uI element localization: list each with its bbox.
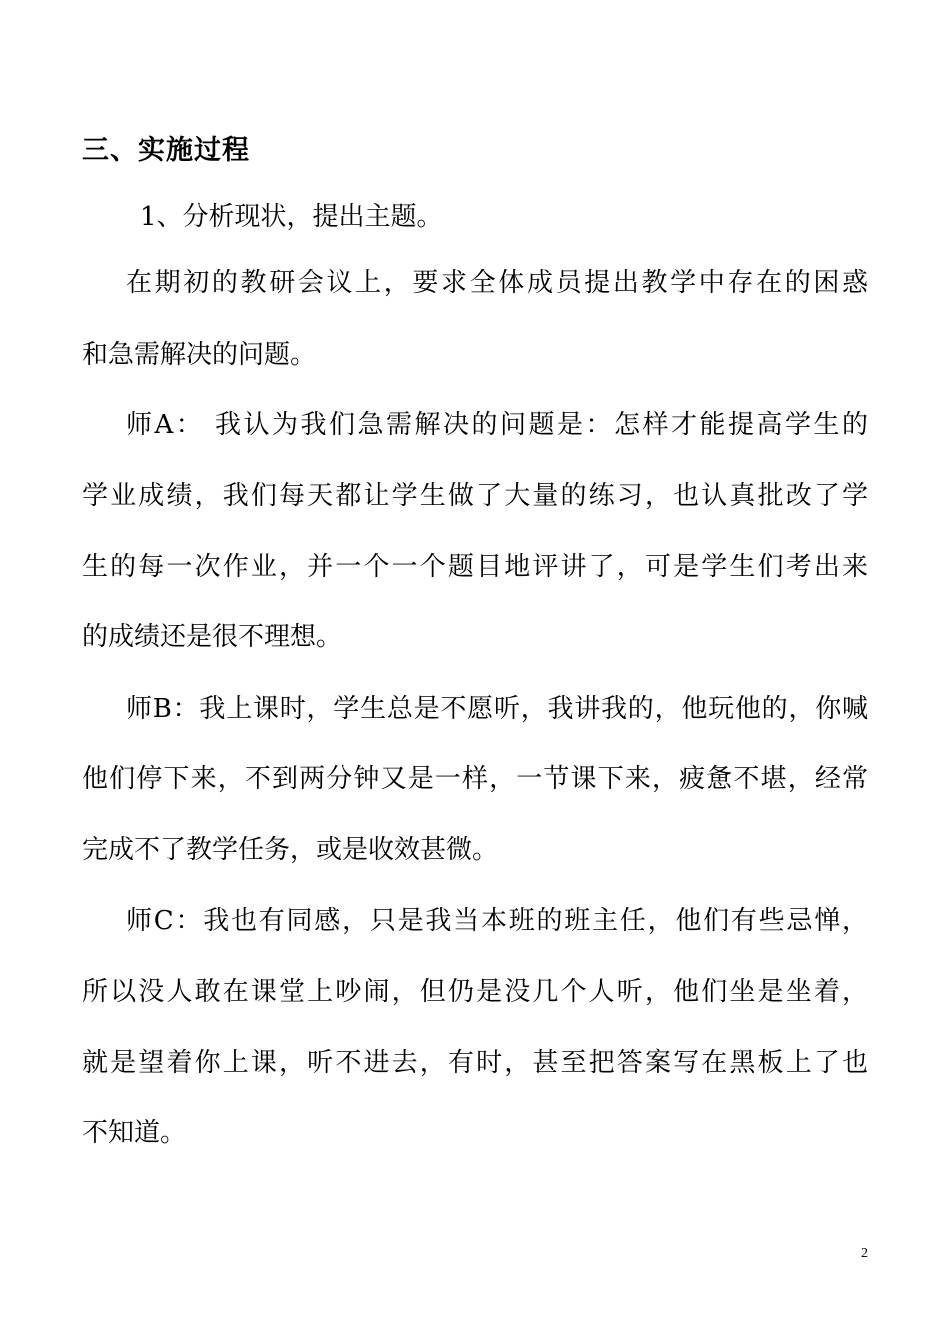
paragraph-1-line-2: 和急需解决的问题。 (82, 340, 317, 370)
paragraph-4-line-1: 师C：我也有同感，只是我当本班的班主任，他们有些忌惮， (126, 906, 868, 936)
paragraph-2-line-2: 学业成绩，我们每天都让学生做了大量的练习，也认真批改了学 (82, 481, 868, 511)
paragraph-4-line-2: 所以没人敢在课堂上吵闹，但仍是没几个人听，他们坐是坐着， (82, 977, 868, 1007)
paragraph-2-line-4: 的成绩还是很不理想。 (82, 622, 343, 652)
page-number: 2 (861, 1246, 868, 1261)
paragraph-3-line-3: 完成不了教学任务，或是收效甚微。 (82, 835, 499, 865)
subheading: 1、分析现状，提出主题。 (140, 202, 443, 232)
paragraph-2-line-1: 师A： 我认为我们急需解决的问题是：怎样才能提高学生的 (126, 410, 868, 440)
paragraph-3-line-2: 他们停下来，不到两分钟又是一样，一节课下来，疲惫不堪，经常 (82, 764, 868, 794)
paragraph-1-line-1: 在期初的教研会议上，要求全体成员提出教学中存在的困惑 (126, 268, 868, 298)
paragraph-4-line-4: 不知道。 (82, 1118, 187, 1148)
paragraph-4-line-3: 就是望着你上课，听不进去，有时，甚至把答案写在黑板上了也 (82, 1048, 868, 1078)
paragraph-3-line-1: 师B：我上课时，学生总是不愿听，我讲我的，他玩他的，你喊 (126, 694, 868, 724)
section-heading: 三、实施过程 (82, 135, 250, 166)
paragraph-2-line-3: 生的每一次作业，并一个一个题目地评讲了，可是学生们考出来 (82, 552, 868, 582)
